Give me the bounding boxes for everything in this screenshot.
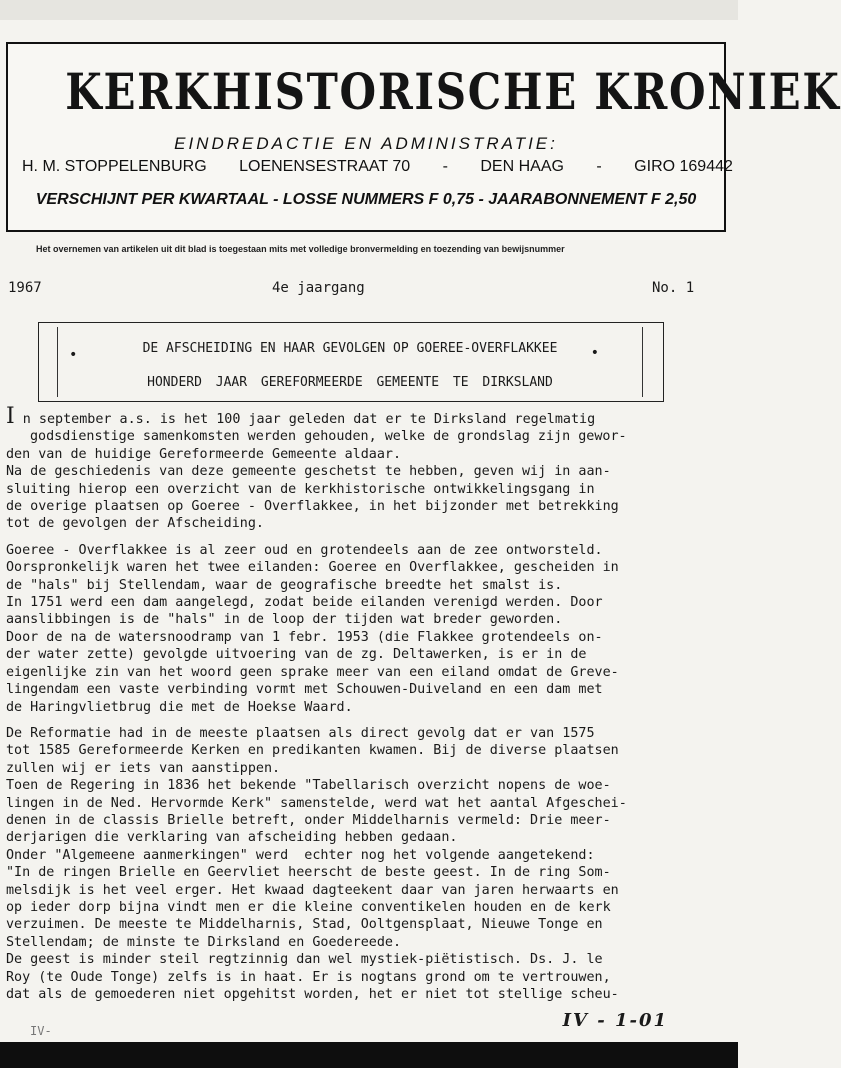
scan-bottom-bar xyxy=(0,1042,738,1068)
text-line: aanslibbingen is de "hals" in de loop der tijden wat breder geworden. xyxy=(6,612,563,628)
text-line: De geest is minder steil regtzinnig dan wel mystiek-piëtistisch. Ds. J. le xyxy=(6,952,603,968)
editor-street: LOENENSESTRAAT 70 xyxy=(239,158,411,175)
text-line: zullen wij er iets van aanstippen. xyxy=(6,760,281,776)
article-title-inner xyxy=(57,327,643,397)
article-title-box xyxy=(38,322,664,402)
text-line: De Reformatie had in de meeste plaatsen als direct gevolg dat er van 1575 xyxy=(6,725,595,741)
text-line: de overige plaatsen op Goeree - Overflakkee, in het bijzonder met betrekking xyxy=(6,499,619,515)
text-line: op ieder dorp bijna vindt men er die kleine conventikelen houden en de kerk xyxy=(6,899,611,915)
paragraph xyxy=(6,725,726,1004)
text-line: denen in de classis Brielle betreft, onder Middelharnis vermeld: Drie meer- xyxy=(6,812,611,828)
editor-address xyxy=(8,158,733,176)
article-title: DE AFSCHEIDING EN HAAR GEVOLGEN OP GOEREE-OVERFLAKKEE xyxy=(142,341,558,356)
text-line: eigenlijke zin van het woord geen sprake meer van een eiland omdat de Greve- xyxy=(6,664,619,680)
text-line: den van de huidige Gereformeerde Gemeente aldaar. xyxy=(6,446,402,462)
paragraph xyxy=(6,542,726,716)
text-line: dat als de gemoederen niet opgehitst worden, het er niet tot stellige scheu- xyxy=(6,987,619,1002)
text-line: derjarigen die verklaring van afscheiding hebben gedaan. xyxy=(6,830,458,846)
text-line: der water zette) gevolgde uitvoering van de zg. Deltawerken, is er in de xyxy=(6,647,587,663)
editor-city: DEN HAAG xyxy=(480,158,564,175)
journal-title: KERKHISTORISCHE KRONIEK xyxy=(65,62,841,121)
text-line: lingen in de Ned. Hervormde Kerk" samenstelde, werd wat het aantal Afgeschei- xyxy=(6,795,627,811)
text-line: lingendam een vaste verbinding vormt met Schouwen-Duiveland en een dam met xyxy=(6,682,603,698)
separator: - xyxy=(596,158,602,175)
text-line: Roy (te Oude Tonge) zelfs is in haat. Er is nogtans grond om te vertrouwen, xyxy=(6,969,611,985)
pricing-line: VERSCHIJNT PER KWARTAAL - LOSSE NUMMERS F 0,75 - JAARABONNEMENT F 2,50 xyxy=(35,191,697,208)
text-line: Oorspronkelijk waren het twee eilanden: Goeree en Overflakkee, gescheiden in xyxy=(6,560,619,576)
handwritten-annotation: IV - 1-01 xyxy=(562,1010,668,1031)
text-line: verzuimen. De meeste te Middelharnis, Stad, Ooltgensplaat, Nieuwe Tonge en xyxy=(6,917,603,933)
text-line: Stellendam; de minste te Dirksland en Goedereede. xyxy=(6,934,402,950)
text-line: tot de gevolgen der Afscheiding. xyxy=(6,516,264,532)
copyright-notice: Het overnemen van artikelen uit dit blad is toegestaan mits met volledige bronvermelding en toezending van bewijsnummer xyxy=(36,244,565,254)
text-line: "In de ringen Brielle en Geervliet heerscht de beste geest. In de ring Som- xyxy=(6,865,611,881)
text-line: Door de na de watersnoodramp van 1 febr. 1953 (die Flakkee grotendeels on- xyxy=(6,629,603,645)
text-line: godsdienstige samenkomsten werden gehouden, welke de grondslag zijn gewor- xyxy=(30,429,627,445)
text-line: Toen de Regering in 1836 het bekende "Tabellarisch overzicht nopens de woe- xyxy=(6,778,611,794)
article-body xyxy=(6,404,726,1012)
text-line: tot 1585 Gereformeerde Kerken en predikanten kwamen. Bij de diverse plaatsen xyxy=(6,743,619,759)
text-line: sluiting hierop een overzicht van de kerkhistorische ontwikkelingsgang in xyxy=(6,481,595,497)
bullet-dot: • xyxy=(590,345,599,361)
issue-number: No. 1 xyxy=(652,280,695,296)
editor-name: H. M. STOPPELENBURG xyxy=(22,158,207,175)
text-line: melsdijk is het veel erger. Het kwaad dagteekent daar van jaren herwaarts en xyxy=(6,882,619,898)
editorial-heading: EINDREDACTIE EN ADMINISTRATIE: xyxy=(174,134,558,153)
separator: - xyxy=(442,158,448,175)
text-line: I n september a.s. is het 100 jaar geleden dat er te Dirksland regelmatig xyxy=(6,404,596,429)
page-mark: IV- xyxy=(30,1024,52,1038)
scan-top-edge xyxy=(0,0,738,20)
masthead xyxy=(6,42,841,232)
issue-volume: 4e jaargang xyxy=(272,280,365,296)
text-line: Goeree - Overflakkee is al zeer oud en grotendeels aan de zee ontworsteld. xyxy=(6,542,603,558)
text-line: Na de geschiedenis van deze gemeente geschetst te hebben, geven wij in aan- xyxy=(6,464,611,480)
paragraph xyxy=(6,404,726,533)
text-line: In 1751 werd een dam aangelegd, zodat beide eilanden verenigd werden. Door xyxy=(6,595,603,611)
bullet-dot: • xyxy=(69,347,78,363)
article-subtitle: HONDERD JAAR GEREFORMEERDE GEMEENTE TE DIRKSLAND xyxy=(147,375,553,390)
giro-number: GIRO 169442 xyxy=(634,158,733,175)
initial-letter: I xyxy=(6,404,15,429)
text-line: de "hals" bij Stellendam, waar de geografische breedte het smalst is. xyxy=(6,577,563,593)
text-line: Onder "Algemeene aanmerkingen" werd echter nog het volgende aangetekend: xyxy=(6,847,595,863)
text-line: de Haringvlietbrug die met de Hoekse Waard. xyxy=(6,699,353,715)
issue-year: 1967 xyxy=(8,280,42,296)
